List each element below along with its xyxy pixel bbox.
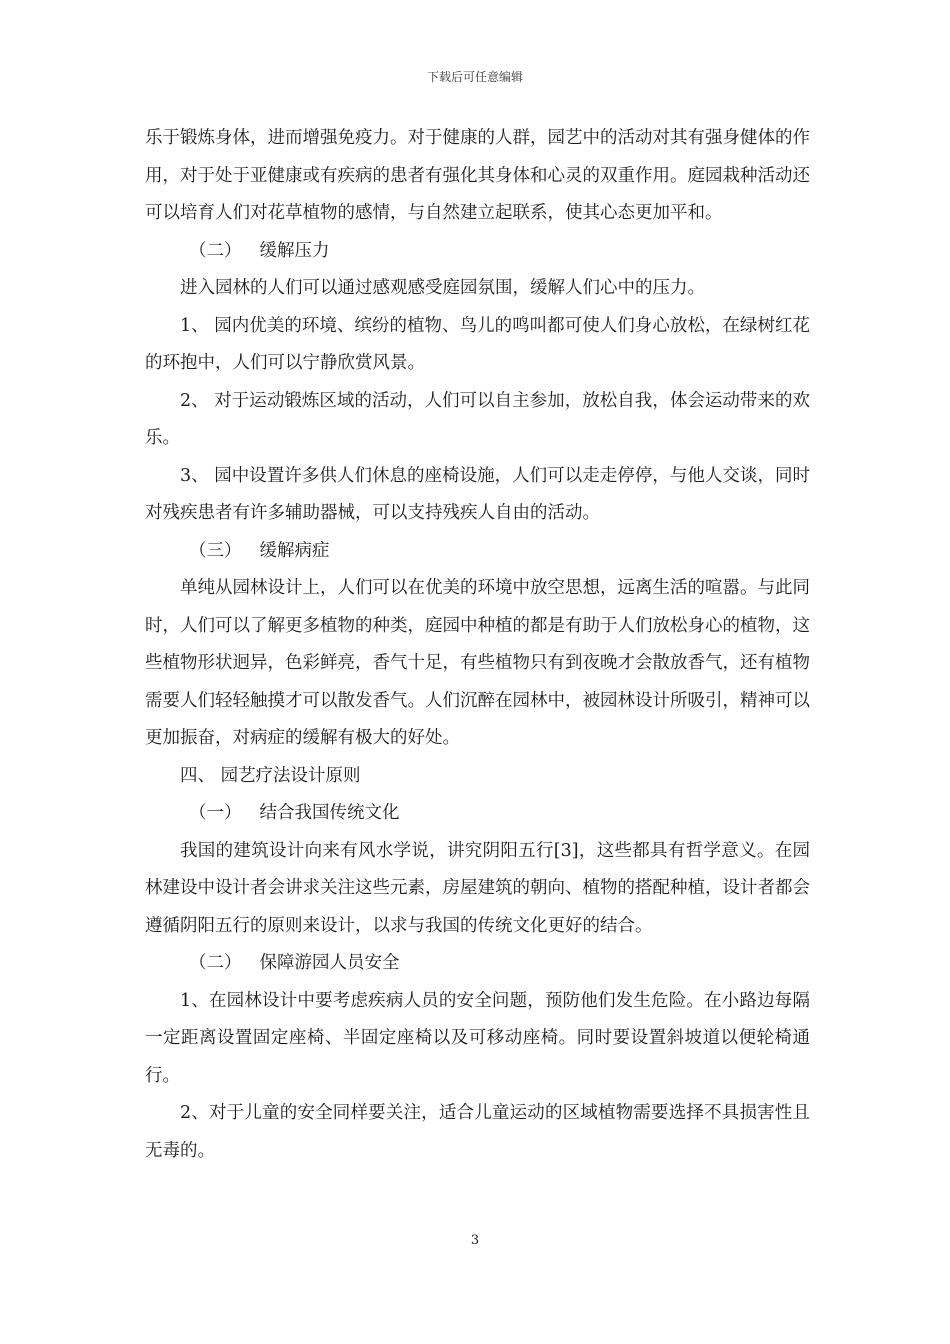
paragraph-continuation: 乐于锻炼身体，进而增强免疫力。对于健康的人群，园艺中的活动对其有强身健体的作用，对于处于亚健康或有疾病的患者有强化其身体和心灵的双重作用。庭园栽种活动还可以培育人们对花草植物的感情，与自然建立起联系，使其心态更加平和。 — [145, 128, 810, 223]
subheading-text: 缓解病症 — [259, 540, 330, 561]
numbered-paragraph: 1、在园林设计中要考虑疾病人员的安全问题，预防他们发生危险。在小路边每隔一定距离设置固定座椅、半固定座椅以及可移动座椅。同时要设置斜坡道以便轮椅通行。 — [145, 990, 810, 1086]
document-body — [145, 120, 810, 1170]
paragraph: 进入园林的人们可以通过感观感受庭园氛围，缓解人们心中的压力。 — [180, 278, 705, 298]
subheading-number: （三） — [189, 540, 242, 561]
paragraph: 单纯从园林设计上，人们可以在优美的环境中放空思想，远离生活的喧嚣。与此同时，人们可以了解更多植物的种类，庭园中种植的都是有助于人们放松身心的植物，这些植物形状迥异，色彩鲜亮，香气十足，有些植物只有到夜晚才会散放香气，还有植物需要人们轻轻触摸才可以散发香气。人们沉醉在园林中，被园林设计所吸引，精神可以更加振奋，对病症的缓解有极大的好处。 — [145, 578, 810, 748]
subheading-number: （一） — [189, 803, 242, 823]
page-header: 下载后可任意编辑 — [426, 70, 523, 84]
subheading-text: 结合我国传统文化 — [259, 803, 400, 823]
subheading-relieve-illness — [145, 533, 810, 571]
paragraph: 我国的建筑设计向来有风水学说，讲究阴阳五行[3]，这些都具有哲学意义。在园林建设中设计者会讲求关注这些元素，房屋建筑的朝向、植物的搭配种植，设计者都会遵循阴阳五行的原则来设计，以求与我国的传统文化更好的结合。 — [145, 840, 810, 936]
subheading-visitor-safety — [145, 945, 810, 983]
numbered-paragraph: 3、 园中设置许多供人们休息的座椅设施，人们可以走走停停，与他人交谈，同时对残疾患者有许多辅助器械，可以支持残疾人自由的活动。 — [145, 465, 810, 523]
section-heading: 四、 园艺疗法设计原则 — [180, 765, 361, 786]
subheading-text: 保障游园人员安全 — [259, 953, 400, 973]
numbered-paragraph: 1、 园内优美的环境、缤纷的植物、鸟儿的鸣叫都可使人们身心放松，在绿树红花的环抱中，人们可以宁静欣赏风景。 — [145, 315, 810, 373]
subheading-traditional-culture — [145, 795, 810, 833]
subheading-relieve-stress — [145, 233, 810, 271]
subheading-number: （二） — [189, 953, 242, 973]
page-number: 3 — [470, 1233, 480, 1248]
subheading-number: （二） — [189, 240, 242, 261]
numbered-paragraph: 2、对于儿童的安全同样要关注，适合儿童运动的区域植物需要选择不具损害性且无毒的。 — [145, 1103, 810, 1161]
numbered-paragraph: 2、 对于运动锻炼区域的活动，人们可以自主参加，放松自我，体会运动带来的欢乐。 — [145, 390, 810, 448]
subheading-text: 缓解压力 — [259, 240, 330, 261]
